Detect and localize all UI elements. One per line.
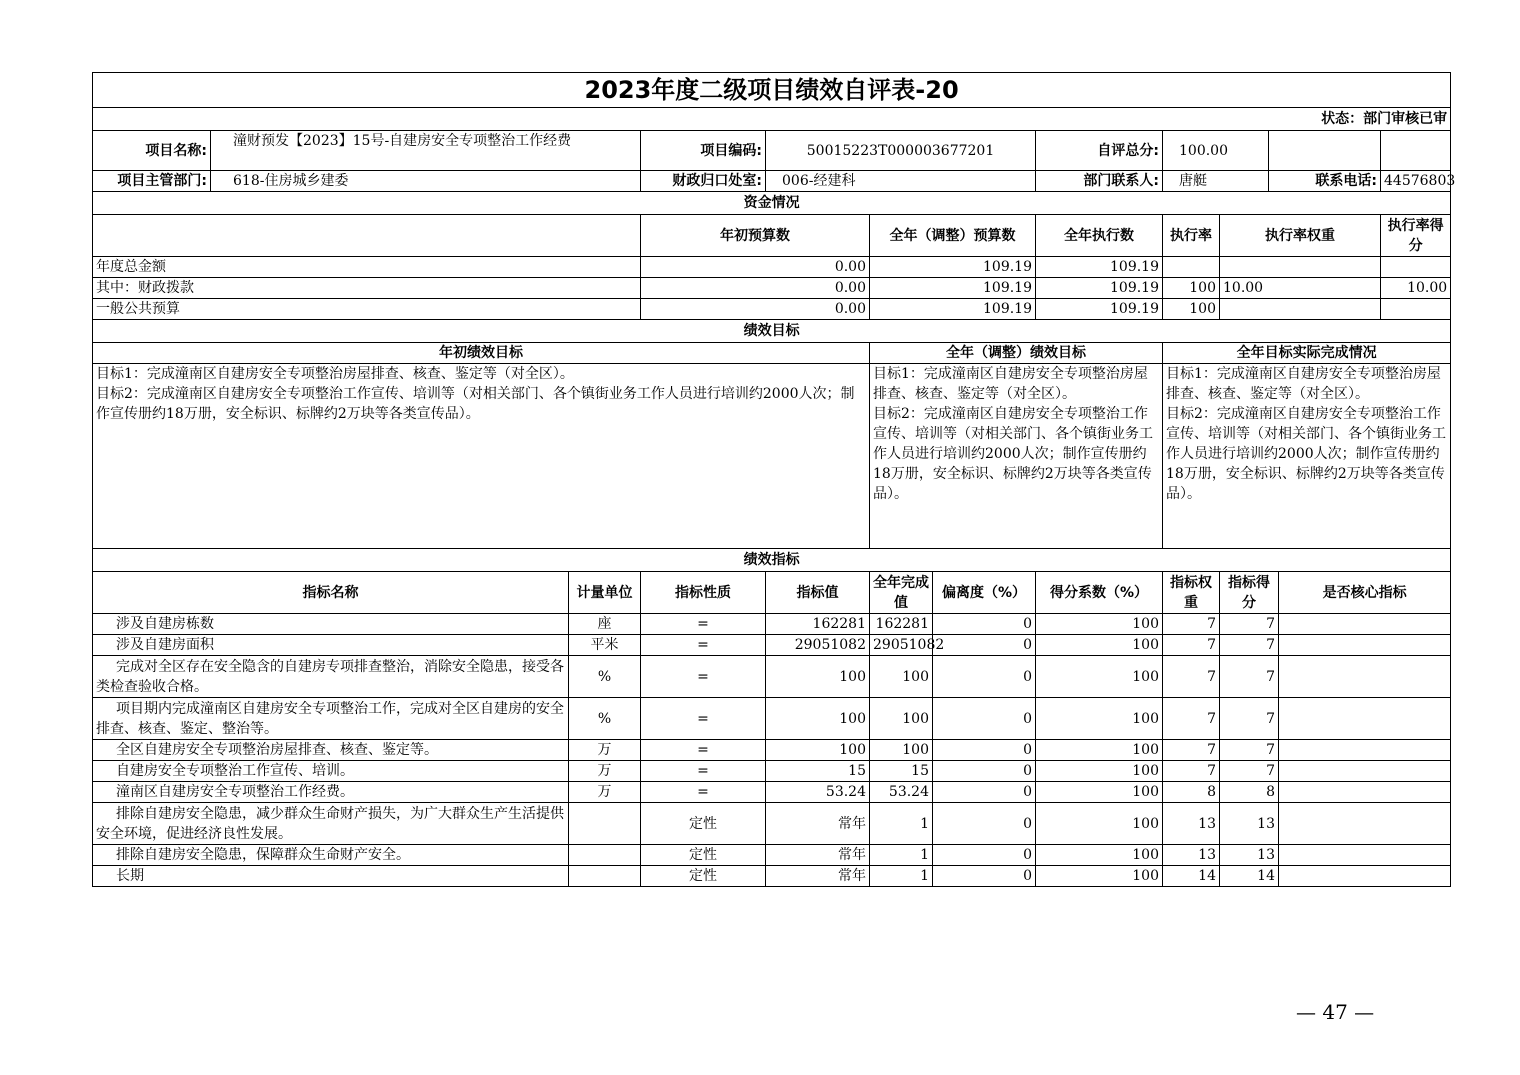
indicator-name: 排除自建房安全隐患，减少群众生命财产损失，为广大群众生产生活提供安全环境，促进经济良性发展。 — [93, 803, 569, 845]
indicator-nature: 定性 — [641, 803, 766, 845]
col-adjusted-goals: 全年（调整）绩效目标 — [870, 343, 1163, 364]
indicator-actual: 1 — [870, 803, 933, 845]
fund-rate: 100 — [1163, 299, 1220, 320]
indicator-coef: 100 — [1036, 656, 1163, 698]
indicator-name: 潼南区自建房安全专项整治工作经费。 — [93, 782, 569, 803]
indicator-deviation: 0 — [933, 866, 1036, 887]
indicator-actual: 53.24 — [870, 782, 933, 803]
indicator-coef: 100 — [1036, 740, 1163, 761]
total-score-label: 自评总分: — [1036, 131, 1163, 171]
fund-row — [93, 278, 1451, 299]
indicator-actual: 100 — [870, 740, 933, 761]
indicator-nature: = — [641, 698, 766, 740]
indicator-unit — [569, 866, 641, 887]
indicator-actual: 1 — [870, 845, 933, 866]
indicator-score: 7 — [1220, 740, 1279, 761]
indicator-coef: 100 — [1036, 614, 1163, 635]
indicator-target: 15 — [766, 761, 870, 782]
indicator-score: 7 — [1220, 635, 1279, 656]
indicator-unit: 万 — [569, 782, 641, 803]
indicator-weight: 7 — [1163, 635, 1220, 656]
fund-initial: 0.00 — [641, 299, 870, 320]
indicator-score: 13 — [1220, 803, 1279, 845]
indicator-name: 自建房安全专项整治工作宣传、培训。 — [93, 761, 569, 782]
indicator-weight: 7 — [1163, 656, 1220, 698]
contact-value: 唐艇 — [1163, 171, 1269, 192]
indicator-deviation: 0 — [933, 614, 1036, 635]
indicator-target: 162281 — [766, 614, 870, 635]
indicator-score: 14 — [1220, 866, 1279, 887]
indicator-deviation: 0 — [933, 656, 1036, 698]
indicator-target: 常年 — [766, 845, 870, 866]
fund-row — [93, 257, 1451, 278]
status-text: 状态：部门审核已审 — [93, 108, 1451, 131]
indicator-actual: 29051082 — [870, 635, 933, 656]
fund-score: 10.00 — [1381, 278, 1451, 299]
table-row — [93, 761, 1451, 782]
indicator-actual: 1 — [870, 866, 933, 887]
table-row — [93, 845, 1451, 866]
indicator-weight: 8 — [1163, 782, 1220, 803]
indicator-name: 涉及自建房面积 — [93, 635, 569, 656]
actual-goal-2: 目标2：完成潼南区自建房安全专项整治工作宣传、培训等（对相关部门、各个镇街业务工作人员进行培训约2000人次；制作宣传册约18万册，安全标识、标牌约2万块等各类宣传品）。 — [1166, 406, 1446, 502]
phone-value: 44576803 — [1381, 171, 1451, 192]
indicator-deviation: 0 — [933, 782, 1036, 803]
indicator-actual: 162281 — [870, 614, 933, 635]
indicator-core — [1279, 740, 1451, 761]
indicator-coef: 100 — [1036, 866, 1163, 887]
indicator-coef: 100 — [1036, 635, 1163, 656]
table-row — [93, 866, 1451, 887]
table-row — [93, 782, 1451, 803]
indicator-nature: 定性 — [641, 845, 766, 866]
indicator-actual: 100 — [870, 656, 933, 698]
project-name-label: 项目名称: — [93, 131, 211, 171]
indicator-weight: 13 — [1163, 845, 1220, 866]
fund-weight — [1220, 257, 1381, 278]
actual-goals-text — [1163, 364, 1451, 549]
fund-name: 一般公共预算 — [93, 299, 641, 320]
indicator-core — [1279, 782, 1451, 803]
indicator-nature: = — [641, 761, 766, 782]
evaluation-sheet — [92, 72, 1456, 887]
indicator-deviation: 0 — [933, 635, 1036, 656]
col-score: 指标得分 — [1220, 572, 1279, 614]
page-title: 2023年度二级项目绩效自评表-20 — [93, 73, 1451, 108]
fund-adjusted: 109.19 — [870, 257, 1036, 278]
indicator-coef: 100 — [1036, 761, 1163, 782]
indicator-unit: 平米 — [569, 635, 641, 656]
indicator-deviation: 0 — [933, 740, 1036, 761]
indicator-score: 13 — [1220, 845, 1279, 866]
indicator-nature: 定性 — [641, 866, 766, 887]
indicator-deviation: 0 — [933, 845, 1036, 866]
table-row — [93, 740, 1451, 761]
indicator-target: 29051082 — [766, 635, 870, 656]
fund-rate: 100 — [1163, 278, 1220, 299]
indicator-nature: = — [641, 656, 766, 698]
initial-goal-2: 目标2：完成潼南区自建房安全专项整治工作宣传、培训等（对相关部门、各个镇街业务工作人员进行培训约2000人次；制作宣传册约18万册，安全标识、标牌约2万块等各类宣传品）。 — [96, 386, 855, 422]
indicator-unit: % — [569, 656, 641, 698]
table-row — [93, 803, 1451, 845]
indicator-weight: 7 — [1163, 761, 1220, 782]
fund-name: 年度总金额 — [93, 257, 641, 278]
col-core: 是否核心指标 — [1279, 572, 1451, 614]
empty-cell — [93, 215, 641, 257]
indicator-target: 常年 — [766, 803, 870, 845]
indicator-target: 100 — [766, 698, 870, 740]
indicator-core — [1279, 656, 1451, 698]
indicator-weight: 7 — [1163, 740, 1220, 761]
col-weight: 指标权重 — [1163, 572, 1220, 614]
col-coef: 得分系数（%） — [1036, 572, 1163, 614]
indicator-core — [1279, 803, 1451, 845]
indicator-weight: 14 — [1163, 866, 1220, 887]
fund-executed: 109.19 — [1036, 278, 1163, 299]
initial-goals-text — [93, 364, 870, 549]
indicator-nature: = — [641, 740, 766, 761]
indicators-section-title: 绩效指标 — [93, 549, 1451, 572]
col-indicator-name: 指标名称 — [93, 572, 569, 614]
fund-weight: 10.00 — [1220, 278, 1381, 299]
indicator-target: 100 — [766, 656, 870, 698]
indicator-nature: = — [641, 782, 766, 803]
indicator-unit: 万 — [569, 761, 641, 782]
indicator-name: 排除自建房安全隐患，保障群众生命财产安全。 — [93, 845, 569, 866]
col-exec-rate: 执行率 — [1163, 215, 1220, 257]
indicator-name: 全区自建房安全专项整治房屋排查、核查、鉴定等。 — [93, 740, 569, 761]
col-rate-weight: 执行率权重 — [1220, 215, 1381, 257]
indicator-weight: 7 — [1163, 698, 1220, 740]
table-row — [93, 656, 1451, 698]
indicator-name: 涉及自建房栋数 — [93, 614, 569, 635]
indicator-score: 8 — [1220, 782, 1279, 803]
funds-section-title: 资金情况 — [93, 192, 1451, 215]
col-unit: 计量单位 — [569, 572, 641, 614]
indicator-actual: 15 — [870, 761, 933, 782]
indicator-weight: 7 — [1163, 614, 1220, 635]
indicator-core — [1279, 761, 1451, 782]
indicator-deviation: 0 — [933, 698, 1036, 740]
fund-initial: 0.00 — [641, 278, 870, 299]
indicator-score: 7 — [1220, 656, 1279, 698]
indicator-score: 7 — [1220, 761, 1279, 782]
indicator-core — [1279, 866, 1451, 887]
evaluation-table — [92, 72, 1456, 887]
fund-score — [1381, 299, 1451, 320]
col-deviation: 偏离度（%） — [933, 572, 1036, 614]
indicator-score: 7 — [1220, 614, 1279, 635]
indicator-coef: 100 — [1036, 803, 1163, 845]
indicator-name: 完成对全区存在安全隐含的自建房专项排查整治，消除安全隐患，接受各类检查验收合格。 — [93, 656, 569, 698]
initial-goal-1: 目标1：完成潼南区自建房安全专项整治房屋排查、核查、鉴定等（对全区）。 — [96, 366, 574, 382]
adjusted-goal-2: 目标2：完成潼南区自建房安全专项整治工作宣传、培训等（对相关部门、各个镇街业务工作人员进行培训约2000人次；制作宣传册约18万册，安全标识、标牌约2万块等各类宣传品）。 — [873, 406, 1153, 502]
fund-adjusted: 109.19 — [870, 278, 1036, 299]
col-actual-goals: 全年目标实际完成情况 — [1163, 343, 1451, 364]
col-initial-budget: 年初预算数 — [641, 215, 870, 257]
project-code-label: 项目编码: — [641, 131, 766, 171]
indicator-nature: = — [641, 635, 766, 656]
dept-value: 618-住房城乡建委 — [211, 171, 641, 192]
indicator-target: 100 — [766, 740, 870, 761]
indicator-name: 长期 — [93, 866, 569, 887]
indicator-deviation: 0 — [933, 761, 1036, 782]
finance-office-label: 财政归口处室: — [641, 171, 766, 192]
indicator-unit: % — [569, 698, 641, 740]
indicator-score: 7 — [1220, 698, 1279, 740]
adjusted-goal-1: 目标1：完成潼南区自建房安全专项整治房屋排查、核查、鉴定等（对全区）。 — [873, 366, 1148, 402]
dept-label: 项目主管部门: — [93, 171, 211, 192]
project-code-value: 50015223T000003677201 — [766, 131, 1036, 171]
table-row — [93, 635, 1451, 656]
indicator-core — [1279, 698, 1451, 740]
col-nature: 指标性质 — [641, 572, 766, 614]
indicator-unit: 座 — [569, 614, 641, 635]
fund-executed: 109.19 — [1036, 257, 1163, 278]
indicator-core — [1279, 614, 1451, 635]
goals-section-title: 绩效目标 — [93, 320, 1451, 343]
fund-adjusted: 109.19 — [870, 299, 1036, 320]
col-adjusted-budget: 全年（调整）预算数 — [870, 215, 1036, 257]
fund-row — [93, 299, 1451, 320]
table-row — [93, 614, 1451, 635]
fund-score — [1381, 257, 1451, 278]
indicator-unit — [569, 803, 641, 845]
phone-label: 联系电话: — [1269, 171, 1381, 192]
empty-cell — [1381, 131, 1451, 171]
indicator-coef: 100 — [1036, 698, 1163, 740]
indicator-nature: = — [641, 614, 766, 635]
fund-initial: 0.00 — [641, 257, 870, 278]
finance-office-value: 006-经建科 — [766, 171, 1036, 192]
indicator-core — [1279, 845, 1451, 866]
indicator-unit: 万 — [569, 740, 641, 761]
indicator-coef: 100 — [1036, 782, 1163, 803]
page-number: — 47 — — [1296, 1000, 1375, 1024]
empty-cell — [1269, 131, 1381, 171]
indicator-unit — [569, 845, 641, 866]
fund-name: 其中：财政拨款 — [93, 278, 641, 299]
contact-label: 部门联系人: — [1036, 171, 1163, 192]
adjusted-goals-text — [870, 364, 1163, 549]
col-actual: 全年完成值 — [870, 572, 933, 614]
col-initial-goals: 年初绩效目标 — [93, 343, 870, 364]
indicator-target: 常年 — [766, 866, 870, 887]
indicator-actual: 100 — [870, 698, 933, 740]
col-executed: 全年执行数 — [1036, 215, 1163, 257]
fund-executed: 109.19 — [1036, 299, 1163, 320]
indicator-weight: 13 — [1163, 803, 1220, 845]
indicator-name: 项目期内完成潼南区自建房安全专项整治工作，完成对全区自建房的安全排查、核查、鉴定、整治等。 — [93, 698, 569, 740]
actual-goal-1: 目标1：完成潼南区自建房安全专项整治房屋排查、核查、鉴定等（对全区）。 — [1166, 366, 1441, 402]
col-rate-score: 执行率得分 — [1381, 215, 1451, 257]
table-row — [93, 698, 1451, 740]
col-target: 指标值 — [766, 572, 870, 614]
indicator-target: 53.24 — [766, 782, 870, 803]
project-name-value: 潼财预发【2023】15号-自建房安全专项整治工作经费 — [211, 131, 641, 171]
fund-rate — [1163, 257, 1220, 278]
total-score-value: 100.00 — [1163, 131, 1269, 171]
indicator-core — [1279, 635, 1451, 656]
indicator-deviation: 0 — [933, 803, 1036, 845]
fund-weight — [1220, 299, 1381, 320]
indicator-coef: 100 — [1036, 845, 1163, 866]
